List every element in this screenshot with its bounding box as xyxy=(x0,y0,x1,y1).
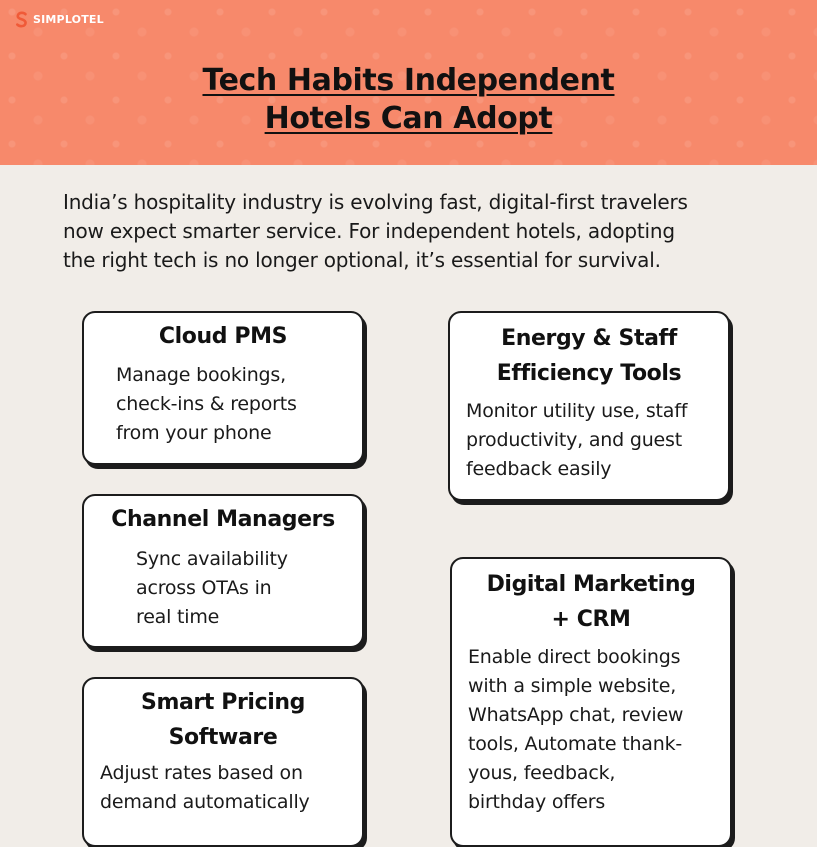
title-line-1: Tech Habits Independent xyxy=(202,63,615,99)
card-energy-staff-tools xyxy=(448,311,730,501)
page-title xyxy=(0,62,817,138)
card-cloud-pms xyxy=(82,311,364,465)
card-body-line: across OTAs in xyxy=(136,577,272,599)
card-body-line: Manage bookings, xyxy=(116,364,286,386)
card-body-line: with a simple website, xyxy=(468,675,677,697)
card-body-line: tools, Automate thank- xyxy=(468,733,683,755)
brand-logo[interactable] xyxy=(14,11,104,28)
card-title-line: Smart Pricing xyxy=(141,690,305,715)
card-body-line: Adjust rates based on xyxy=(100,762,303,784)
card-body-line: feedback easily xyxy=(466,458,612,480)
card-title-line: Digital Marketing xyxy=(486,572,696,597)
card-title-line: + CRM xyxy=(551,607,631,632)
simplotel-logo-icon xyxy=(14,11,29,28)
card-body-line: Sync availability xyxy=(136,548,288,570)
card-body-line: yous, feedback, xyxy=(468,762,616,784)
card-body xyxy=(450,391,728,484)
card-title-line: Efficiency Tools xyxy=(496,361,682,386)
card-title-line: Energy & Staff xyxy=(501,326,677,351)
header-banner xyxy=(0,0,817,165)
card-title xyxy=(84,313,362,354)
card-body-line: from your phone xyxy=(116,422,272,444)
card-title xyxy=(84,496,362,537)
card-body-line: Enable direct bookings xyxy=(468,646,681,668)
card-title-line: Channel Managers xyxy=(111,507,335,532)
card-title xyxy=(84,679,362,755)
card-title xyxy=(452,559,730,637)
card-body-line: demand automatically xyxy=(100,791,310,813)
card-digital-marketing-crm xyxy=(450,557,732,847)
card-body xyxy=(84,354,362,448)
card-body-line: WhatsApp chat, review xyxy=(468,704,684,726)
card-title-line: Cloud PMS xyxy=(158,324,288,349)
card-smart-pricing xyxy=(82,677,364,847)
card-body xyxy=(452,637,730,817)
card-body-line: Monitor utility use, staff xyxy=(466,400,688,422)
card-body-line: real time xyxy=(136,606,220,628)
card-channel-managers xyxy=(82,494,364,648)
card-body xyxy=(84,537,362,632)
intro-paragraph xyxy=(63,188,753,275)
intro-line: now expect smarter service. For independent hotels, adopting xyxy=(63,219,675,243)
title-line-2: Hotels Can Adopt xyxy=(264,101,553,137)
intro-line: the right tech is no longer optional, it’s essential for survival. xyxy=(63,248,661,272)
card-title xyxy=(450,313,728,391)
card-body-line: productivity, and guest xyxy=(466,429,682,451)
intro-line: India’s hospitality industry is evolving fast, digital-first travelers xyxy=(63,190,688,214)
card-body-line: birthday offers xyxy=(468,791,606,813)
card-body xyxy=(84,755,362,817)
card-body-line: check-ins & reports xyxy=(116,393,297,415)
card-title-line: Software xyxy=(168,725,278,750)
brand-name: SIMPLOTEL xyxy=(33,13,104,26)
